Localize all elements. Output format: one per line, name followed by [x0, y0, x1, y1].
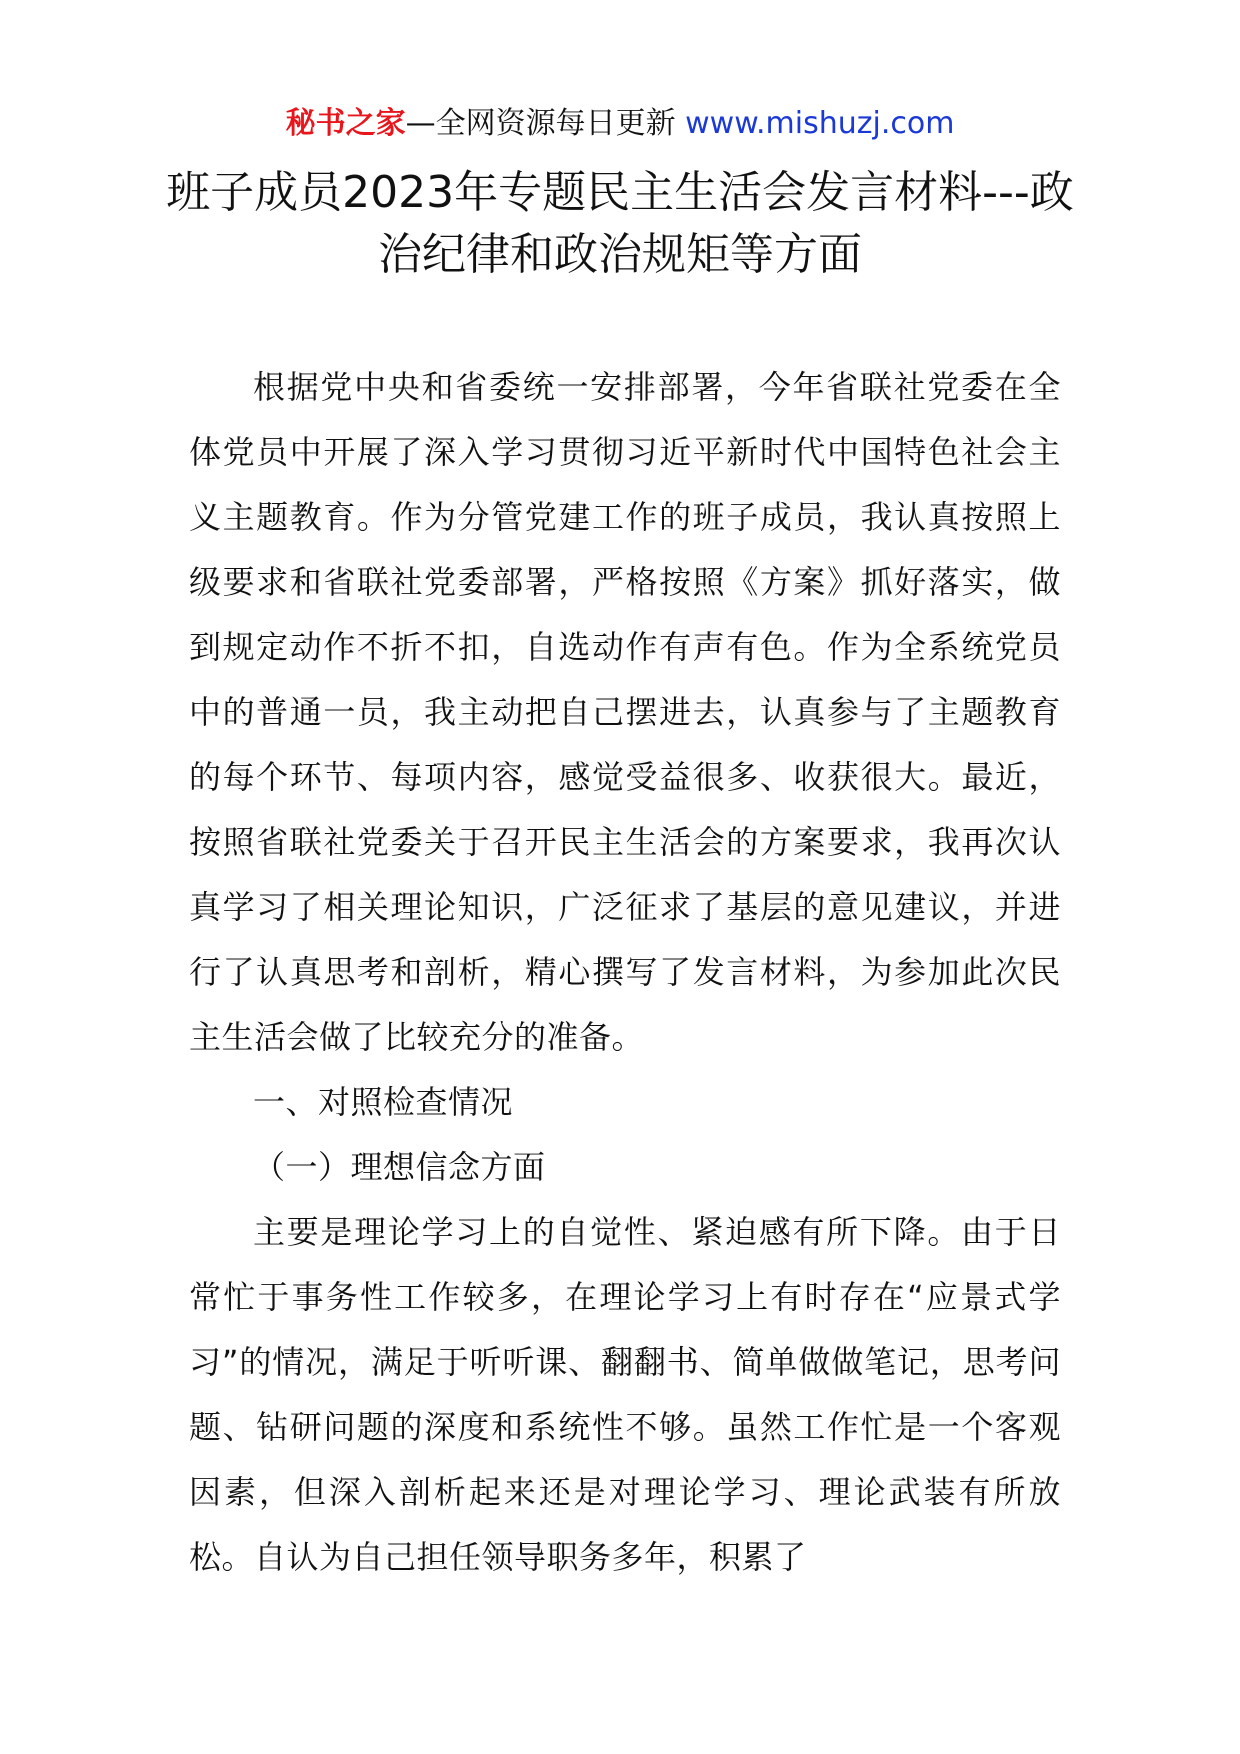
body-paragraph: 主要是理论学习上的自觉性、紧迫感有所下降。由于日常忙于事务性工作较多，在理论学习上有时存在“应景式学习”的情况，满足于听听课、翻翻书、简单做做笔记，思考问题、钻研问题的深度和系统性不够。虽然工作忙是一个客观因素，但深入剖析起来还是对理论学习、理论武装有所放松。自认为自己担任领导职务多年，积累了	[189, 1213, 1061, 1576]
site-brand: 秘书之家	[285, 106, 406, 141]
site-tagline: —全网资源每日更新	[405, 106, 676, 141]
site-banner	[0, 100, 1240, 148]
document-body	[189, 355, 1061, 1590]
section-heading: 一、对照检查情况	[253, 1083, 514, 1121]
subsection-heading: （一）理想信念方面	[253, 1148, 546, 1186]
site-url-link[interactable]: www.mishuzj.com	[685, 106, 955, 141]
document-title: 班子成员2023年专题民主生活会发言材料---政治纪律和政治规矩等方面	[166, 167, 1074, 280]
intro-paragraph: 根据党中央和省委统一安排部署，今年省联社党委在全体党员中开展了深入学习贯彻习近平新时代中国特色社会主义主题教育。作为分管党建工作的班子成员，我认真按照上级要求和省联社党委部署，严格按照《方案》抓好落实，做到规定动作不折不扣，自选动作有声有色。作为全系统党员中的普通一员，我主动把自己摆进去，认真参与了主题教育的每个环节、每项内容，感觉受益很多、收获很大。最近，按照省联社党委关于召开民主生活会的方案要求，我再次认真学习了相关理论知识，广泛征求了基层的意见建议，并进行了认真思考和剖析，精心撰写了发言材料，为参加此次民主生活会做了比较充分的准备。	[189, 368, 1061, 1056]
